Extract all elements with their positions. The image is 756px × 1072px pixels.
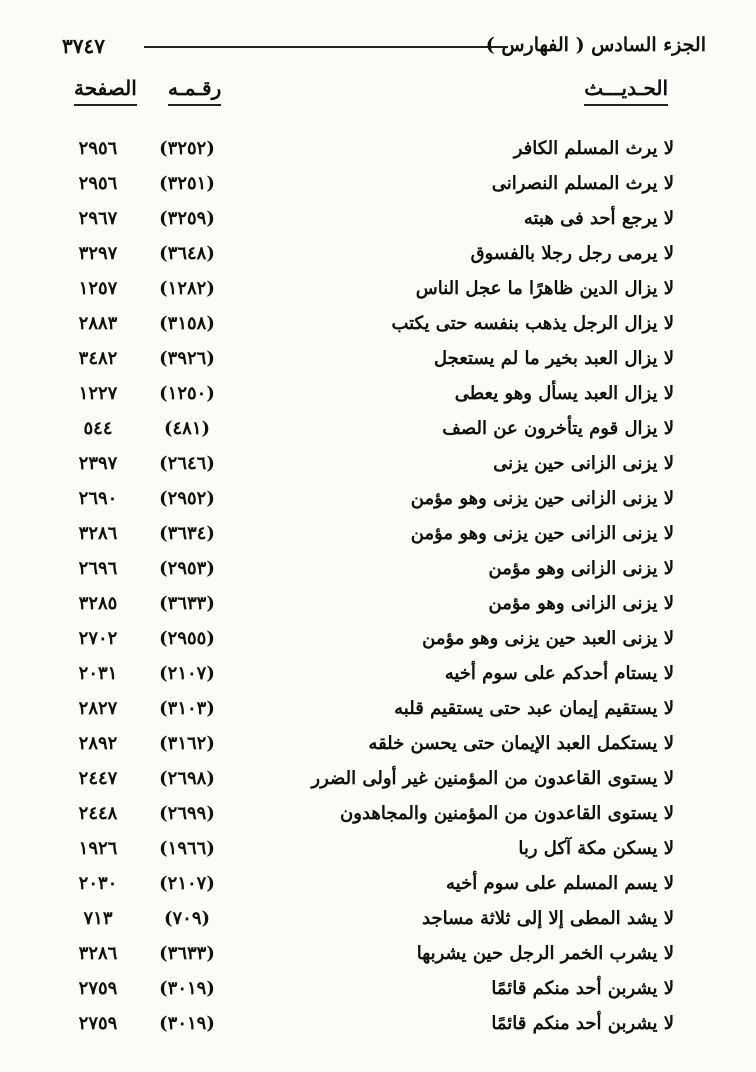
page-ref: ٣٤٨٢ — [78, 348, 118, 369]
index-entry — [60, 904, 674, 939]
hadith-text: لا يزال العبد بخير ما لم يستعجل — [434, 348, 674, 369]
page-ref: ٢٠٣٠ — [78, 873, 118, 894]
column-header-hadith: الحـديـــث — [584, 76, 668, 106]
index-entry — [60, 694, 674, 729]
index-entry — [60, 344, 674, 379]
index-entry — [60, 309, 674, 344]
hadith-number: (١٢٥٠) — [159, 383, 215, 404]
hadith-number: (٣٦٣٣) — [159, 943, 215, 964]
index-entry — [60, 589, 674, 624]
hadith-number: (٢٦٩٨) — [159, 768, 215, 789]
index-entry — [60, 869, 674, 904]
index-entry — [60, 449, 674, 484]
page-ref: ١٢٢٧ — [78, 383, 118, 404]
hadith-number: (٣٦٣٤) — [159, 523, 215, 544]
hadith-text: لا يرجع أحد فى هبته — [523, 208, 674, 229]
index-entry — [60, 274, 674, 309]
index-entry — [60, 379, 674, 414]
page-ref: ٢٤٤٨ — [78, 803, 118, 824]
hadith-number: (٢٦٤٦) — [159, 453, 215, 474]
header-rule — [144, 46, 508, 48]
hadith-number: (٣٦٤٨) — [159, 243, 215, 264]
hadith-text: لا يستوى القاعدون من المؤمنين والمجاهدون — [340, 803, 674, 824]
hadith-number: (٣٠١٩) — [159, 1013, 215, 1034]
hadith-text: لا يسم المسلم على سوم أخيه — [446, 873, 674, 894]
hadith-number: (٣٢٥٢) — [159, 138, 215, 159]
hadith-text: لا يزنى الزانى حين يزنى وهو مؤمن — [410, 523, 674, 544]
hadith-text: لا يشربن أحد منكم قائمًا — [491, 978, 674, 999]
hadith-number: (٣١٦٢) — [159, 733, 215, 754]
index-entry — [60, 974, 674, 1009]
hadith-text: لا يزنى العبد حين يزنى وهو مؤمن — [422, 628, 674, 649]
hadith-number: (٣٦٣٣) — [159, 593, 215, 614]
hadith-number: (٣٩٢٦) — [159, 348, 215, 369]
page-ref: ٢٧٠٢ — [78, 628, 118, 649]
page-ref: ٢٤٤٧ — [78, 768, 118, 789]
index-entry — [60, 799, 674, 834]
hadith-text: لا يسكن مكة آكل ربا — [518, 838, 674, 859]
hadith-text: لا يزنى الزانى حين يزنى وهو مؤمن — [410, 488, 674, 509]
hadith-number: (٢٩٥٥) — [159, 628, 215, 649]
hadith-text: لا يزنى الزانى وهو مؤمن — [488, 558, 674, 579]
page-ref: ٢٧٥٩ — [78, 1013, 118, 1034]
page-ref: ٢٩٥٦ — [78, 173, 118, 194]
hadith-text: لا يستكمل العبد الإيمان حتى يحسن خلقه — [368, 733, 674, 754]
page-ref: ٢٨٢٧ — [78, 698, 118, 719]
page-ref: ١٩٢٦ — [78, 838, 118, 859]
hadith-text: لا يستام أحدكم على سوم أخيه — [444, 663, 674, 684]
index-entry — [60, 624, 674, 659]
hadith-text: لا يستوى القاعدون من المؤمنين غير أولى الضرر — [311, 768, 674, 789]
index-entry — [60, 204, 674, 239]
index-entry — [60, 134, 674, 169]
index-entry — [60, 169, 674, 204]
page-ref: ٢٨٨٣ — [78, 313, 118, 334]
hadith-text: لا يرث المسلم الكافر — [513, 138, 674, 159]
index-entry — [60, 659, 674, 694]
column-header-page: الصفحة — [74, 76, 137, 106]
index-entry — [60, 484, 674, 519]
running-head — [62, 32, 706, 64]
hadith-text: لا يشد المطى إلا إلى ثلاثة مساجد — [422, 908, 674, 929]
index-entry — [60, 764, 674, 799]
page-number: ٣٧٤٧ — [62, 34, 105, 58]
index-entry — [60, 519, 674, 554]
hadith-number: (٢٩٥٣) — [159, 558, 215, 579]
page-ref: ٣٢٨٦ — [78, 523, 118, 544]
page-ref: ٧١٣ — [83, 908, 113, 929]
index-entry — [60, 239, 674, 274]
page-ref: ٢٦٩٦ — [78, 558, 118, 579]
running-title: الجزء السادس ( الفهارس ) — [485, 34, 706, 56]
hadith-number: (١٩٦٦) — [159, 838, 215, 859]
hadith-number: (٣٠١٩) — [159, 978, 215, 999]
hadith-text: لا يشربن أحد منكم قائمًا — [491, 1013, 674, 1034]
page-ref: ٥٤٤ — [83, 418, 113, 439]
hadith-text: لا يشرب الخمر الرجل حين يشربها — [416, 943, 674, 964]
page-ref: ٢٩٥٦ — [78, 138, 118, 159]
hadith-text: لا يزال قوم يتأخرون عن الصف — [442, 418, 674, 439]
hadith-number: (٢١٠٧) — [159, 873, 215, 894]
page-ref: ٢٣٩٧ — [78, 453, 118, 474]
page-ref: ٢٧٥٩ — [78, 978, 118, 999]
hadith-text: لا يزال الرجل يذهب بنفسه حتى يكتب — [391, 313, 674, 334]
index-entry — [60, 1009, 674, 1044]
hadith-number: (٧٠٩) — [163, 908, 211, 929]
index-entry — [60, 414, 674, 449]
hadith-number: (٢٦٩٩) — [159, 803, 215, 824]
index-entry — [60, 554, 674, 589]
hadith-number: (٣٢٥٩) — [159, 208, 215, 229]
page-ref: ٣٢٨٦ — [78, 943, 118, 964]
page-ref: ٣٢٩٧ — [78, 243, 118, 264]
page-ref: ٢٨٩٢ — [78, 733, 118, 754]
index-entry — [60, 729, 674, 764]
page-ref: ١٢٥٧ — [78, 278, 118, 299]
hadith-number: (٣١٥٨) — [159, 313, 215, 334]
hadith-text: لا يزنى الزانى وهو مؤمن — [488, 593, 674, 614]
hadith-text: لا يستقيم إيمان عبد حتى يستقيم قلبه — [394, 698, 674, 719]
index-entries — [60, 134, 674, 1044]
hadith-number: (١٢٨٢) — [159, 278, 215, 299]
hadith-number: (٣٢٥١) — [159, 173, 215, 194]
index-entry — [60, 834, 674, 869]
page-ref: ٢٦٩٠ — [78, 488, 118, 509]
hadith-number: (٣١٠٣) — [159, 698, 215, 719]
hadith-text: لا يزنى الزانى حين يزنى — [493, 453, 674, 474]
index-entry — [60, 939, 674, 974]
hadith-number: (٤٨١) — [163, 418, 211, 439]
hadith-number: (٢١٠٧) — [159, 663, 215, 684]
column-header-number: رقـمـه — [168, 76, 221, 106]
hadith-text: لا يرث المسلم النصرانى — [491, 173, 674, 194]
hadith-text: لا يرمى رجل رجلا بالفسوق — [470, 243, 674, 264]
page-ref: ٢٠٣١ — [78, 663, 118, 684]
hadith-number: (٢٩٥٢) — [159, 488, 215, 509]
hadith-text: لا يزال الدين ظاهرًا ما عجل الناس — [415, 278, 674, 299]
page-ref: ٣٢٨٥ — [78, 593, 118, 614]
hadith-text: لا يزال العبد يسأل وهو يعطى — [454, 383, 674, 404]
page-ref: ٢٩٦٧ — [78, 208, 118, 229]
